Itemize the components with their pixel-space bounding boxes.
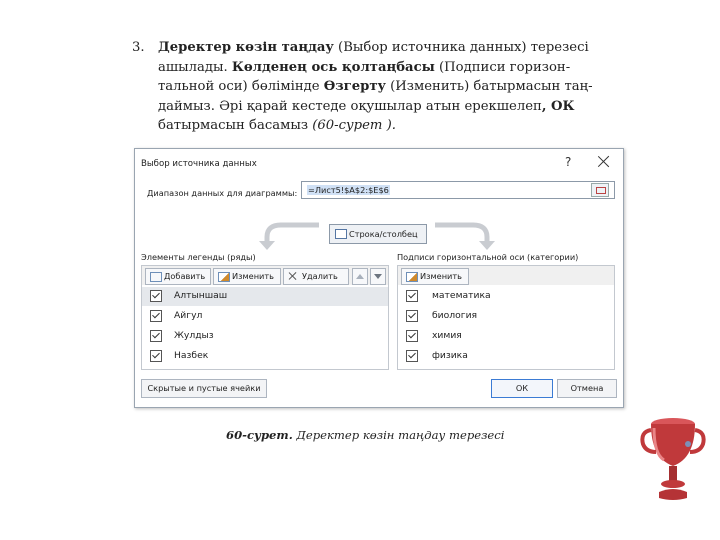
edit-series-button[interactable]: [213, 268, 281, 285]
move-down-button[interactable]: [370, 268, 386, 285]
step-text-run: ашылады.: [158, 59, 232, 75]
legend-entries-label: Элементы легенды (ряды): [141, 252, 256, 262]
step-line: [158, 97, 630, 117]
dialog-title: Выбор источника данных: [141, 159, 257, 169]
step-text-run: (Изменить) батырмасын таң-: [385, 79, 593, 94]
step-line: [158, 38, 630, 58]
hidden-empty-cells-label: Скрытые и пустые ячейки: [147, 383, 261, 393]
category-row[interactable]: [398, 307, 614, 326]
add-series-label: Добавить: [164, 271, 206, 281]
edit-axis-label: Изменить: [420, 271, 462, 281]
move-up-button[interactable]: [352, 268, 368, 285]
legend-toolbar: [141, 265, 389, 287]
category-checkbox[interactable]: [406, 350, 418, 362]
category-label: химия: [432, 330, 462, 341]
range-select-icon[interactable]: [591, 183, 609, 197]
step-text-run: (Выбор источника данных) терезесі: [333, 40, 589, 55]
category-checkbox[interactable]: [406, 290, 418, 302]
category-label: биология: [432, 310, 478, 321]
step-line: [158, 58, 630, 78]
axis-category-list: [397, 285, 615, 370]
delete-series-label: Удалить: [302, 271, 338, 281]
step-3: [132, 38, 630, 136]
series-row[interactable]: [142, 347, 388, 366]
category-row[interactable]: [398, 287, 614, 306]
series-row[interactable]: [142, 327, 388, 346]
series-row[interactable]: [142, 307, 388, 326]
switch-row-column-button[interactable]: [329, 224, 427, 244]
chart-range-value: =Лист5!$A$2:$E$6: [308, 185, 389, 195]
series-row[interactable]: [142, 287, 388, 306]
swap-arrow-left-icon: [253, 219, 325, 251]
delete-icon: [288, 272, 298, 280]
chart-range-label: Диапазон данных для диаграммы:: [147, 188, 298, 198]
caption-number: 60-сурет.: [226, 428, 293, 442]
ok-button[interactable]: [491, 379, 553, 398]
edit-icon: [406, 272, 418, 282]
move-up-icon: [356, 274, 364, 279]
move-down-icon: [374, 274, 382, 279]
edit-axis-labels-button[interactable]: [401, 268, 469, 285]
step-text-run: (Подписи горизон-: [434, 59, 571, 75]
series-label: Назбек: [174, 350, 209, 361]
delete-series-button[interactable]: [283, 268, 349, 285]
swap-arrow-right-icon: [429, 219, 501, 251]
step-text-run: тальной оси) бөлімінде: [158, 79, 324, 94]
trophy-cup-icon: [640, 414, 706, 506]
category-checkbox[interactable]: [406, 330, 418, 342]
step-text-run: Өзгерту: [323, 79, 386, 94]
help-button[interactable]: ?: [565, 155, 572, 169]
category-checkbox[interactable]: [406, 310, 418, 322]
switch-icon: [335, 229, 347, 239]
step-text-run: , ОК: [541, 98, 575, 114]
add-icon: [150, 272, 162, 282]
step-text-run: Көлденең ось қолтаңбасы: [231, 59, 435, 75]
close-icon[interactable]: [595, 153, 613, 171]
category-row[interactable]: [398, 327, 614, 346]
category-label: математика: [432, 290, 491, 301]
caption-text: Деректер көзін таңдау терезесі: [292, 428, 505, 442]
select-data-source-dialog: [134, 148, 624, 408]
step-text-run: даймыз. Әрі қарай кестеде оқушылар атын ерекшелеп: [158, 98, 542, 114]
switch-row-column-label: Строка/столбец: [349, 229, 418, 239]
step-text-run: батырмасын басамыз: [158, 118, 313, 133]
category-label: физика: [432, 350, 468, 361]
step-text-run: (60-сурет ).: [312, 118, 396, 133]
step-line: [158, 116, 630, 136]
category-row[interactable]: [398, 347, 614, 366]
axis-toolbar: [397, 265, 615, 287]
step-text: [158, 38, 630, 136]
series-checkbox[interactable]: [150, 290, 162, 302]
step-text-run: Деректер көзін таңдау: [158, 40, 334, 55]
step-line: [158, 77, 630, 97]
series-label: Алтыншаш: [174, 290, 228, 301]
series-label: Жулдыз: [174, 330, 214, 341]
legend-series-list: [141, 285, 389, 370]
edit-icon: [218, 272, 230, 282]
ok-label: ОК: [515, 383, 529, 393]
add-series-button[interactable]: [145, 268, 211, 285]
cancel-label: Отмена: [570, 383, 604, 393]
series-checkbox[interactable]: [150, 350, 162, 362]
series-checkbox[interactable]: [150, 310, 162, 322]
step-number: 3.: [132, 40, 145, 55]
hidden-empty-cells-button[interactable]: [141, 379, 267, 398]
cancel-button[interactable]: [557, 379, 617, 398]
axis-labels-label: Подписи горизонтальной оси (категории): [397, 252, 579, 262]
figure-caption: [226, 428, 505, 442]
series-label: Айгул: [174, 310, 203, 321]
series-checkbox[interactable]: [150, 330, 162, 342]
edit-series-label: Изменить: [232, 271, 274, 281]
